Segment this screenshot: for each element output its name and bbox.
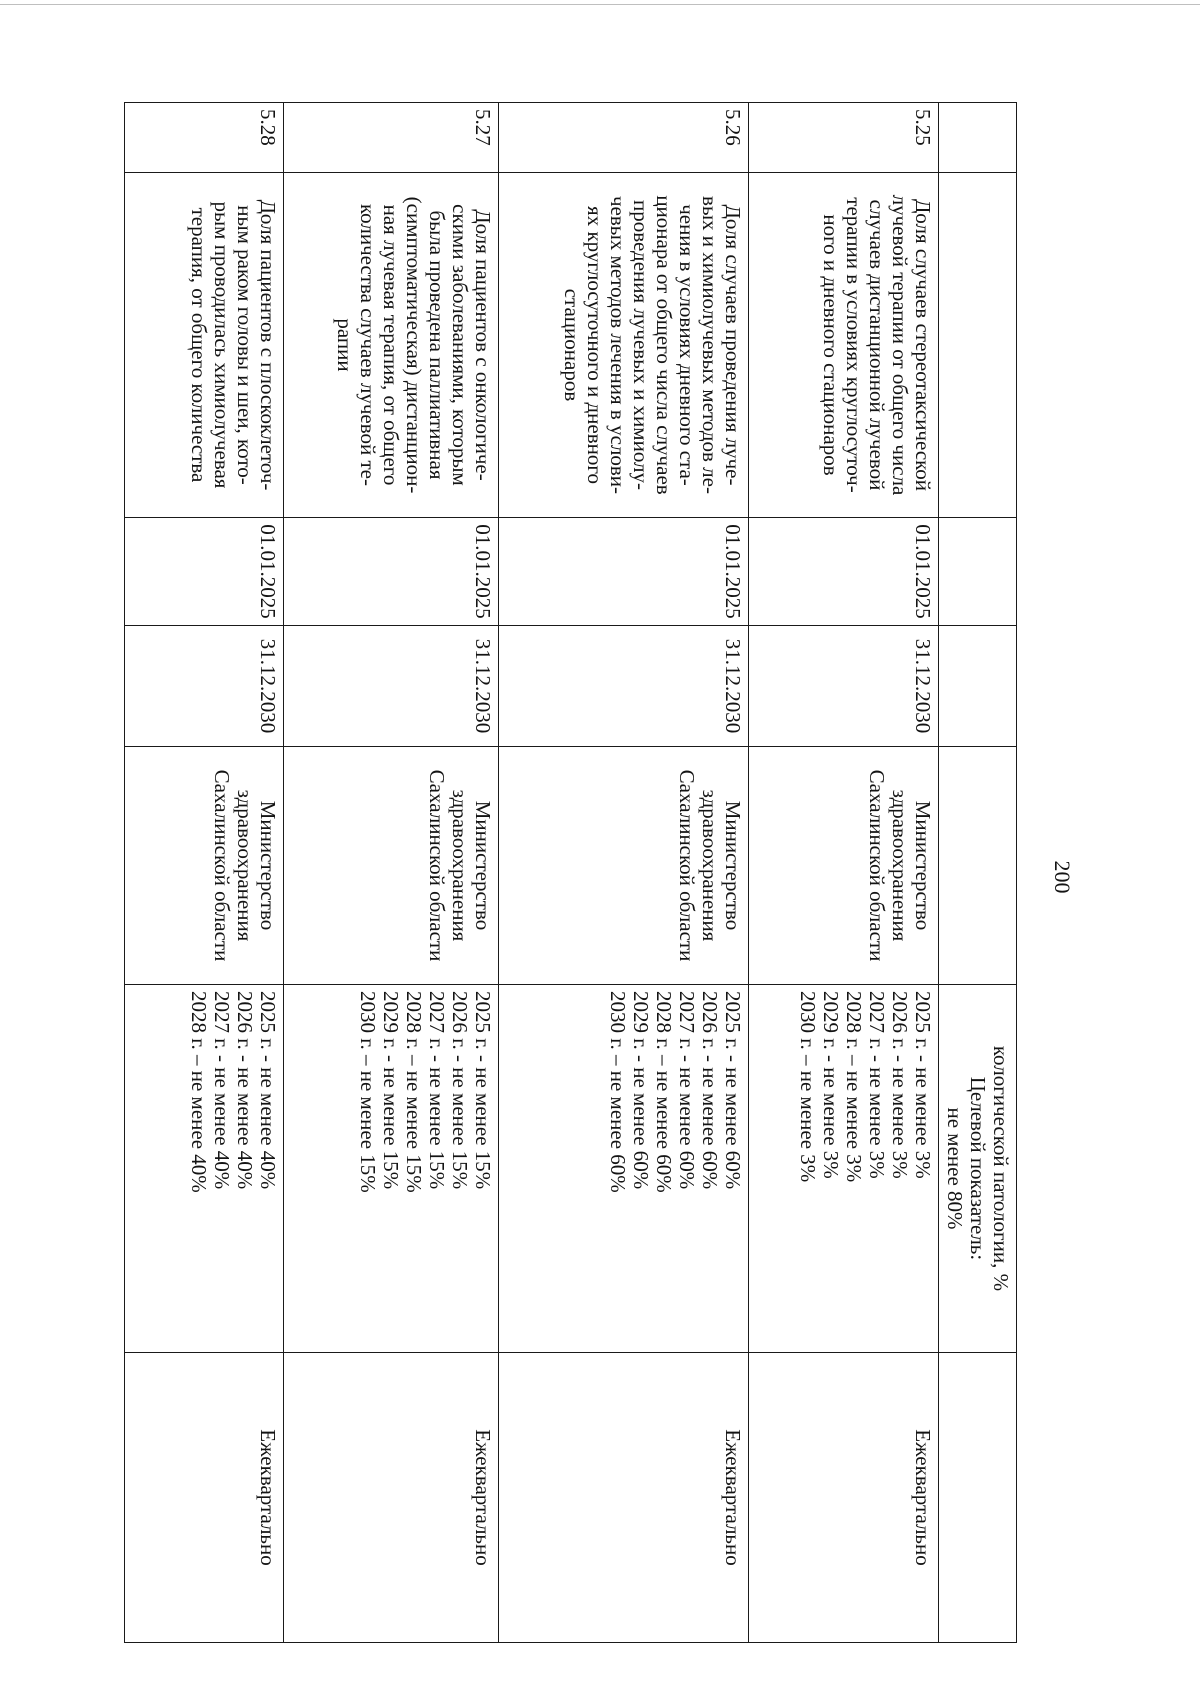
target-line: 2030 г. – не менее 60% bbox=[606, 991, 630, 1193]
responsible-line: Министерство bbox=[911, 800, 935, 931]
name-line: стационаров bbox=[560, 288, 584, 402]
name-line: Доля пациентов с онкологиче- bbox=[471, 209, 495, 481]
target-line: 2025 г. - не менее 40% bbox=[256, 991, 280, 1190]
target-line: 2029 г. - не менее 60% bbox=[629, 991, 653, 1190]
reporting-period: Ежеквартально bbox=[125, 1353, 284, 1643]
target-line: 2028 г. – не менее 15% bbox=[402, 991, 426, 1193]
target-line: 2028 г. – не менее 3% bbox=[842, 991, 866, 1183]
indicator-name bbox=[499, 173, 749, 518]
indicator-table bbox=[124, 102, 1017, 1643]
reporting-period: Ежеквартально bbox=[284, 1353, 499, 1643]
table-row-continuation bbox=[939, 103, 1017, 1643]
target-line: 2030 г. – не менее 15% bbox=[356, 991, 380, 1193]
cell-num bbox=[939, 103, 1017, 173]
name-line: чевых методов лечения в услови- bbox=[606, 195, 630, 495]
responsible bbox=[749, 747, 939, 985]
name-line: Доля случаев проведения луче- bbox=[721, 204, 745, 486]
target-line: 2026 г. - не менее 15% bbox=[448, 991, 472, 1190]
name-line: ная лучевая терапия, от общего bbox=[379, 204, 403, 486]
name-line: ционара от общего числа случаев bbox=[652, 195, 676, 495]
target-line: 2028 г. – не менее 60% bbox=[652, 991, 676, 1193]
row-number: 5.28 bbox=[125, 103, 284, 173]
start-date: 01.01.2025 bbox=[749, 518, 939, 626]
name-line: рапии bbox=[333, 318, 357, 372]
row-number: 5.26 bbox=[499, 103, 749, 173]
target-line: 2025 г. - не менее 3% bbox=[911, 991, 935, 1179]
start-date: 01.01.2025 bbox=[499, 518, 749, 626]
responsible bbox=[499, 747, 749, 985]
end-date: 31.12.2030 bbox=[749, 626, 939, 747]
name-line: ного и дневного стационаров bbox=[819, 214, 843, 476]
target-line: 2026 г. - не менее 3% bbox=[888, 991, 912, 1179]
responsible-line: Министерство bbox=[256, 800, 280, 931]
end-date: 31.12.2030 bbox=[125, 626, 284, 747]
target-values bbox=[499, 985, 749, 1353]
responsible-line: Сахалинской области bbox=[210, 769, 234, 962]
target-line: 2029 г. - не менее 15% bbox=[379, 991, 403, 1190]
target-values bbox=[125, 985, 284, 1353]
table-row bbox=[499, 103, 749, 1643]
name-line: терапии в условиях круглосуточ- bbox=[842, 197, 866, 493]
responsible bbox=[125, 747, 284, 985]
indicator-name bbox=[749, 173, 939, 518]
name-line: проведения лучевых и химиолу- bbox=[629, 199, 653, 491]
target-line: 2027 г. - не менее 15% bbox=[425, 991, 449, 1190]
name-line: Доля пациентов с плоскоклеточ- bbox=[256, 199, 280, 491]
name-line: вых и химиолучевых методов ле- bbox=[698, 196, 722, 494]
target-values bbox=[284, 985, 499, 1353]
start-date: 01.01.2025 bbox=[125, 518, 284, 626]
table-row bbox=[749, 103, 939, 1643]
end-date: 31.12.2030 bbox=[499, 626, 749, 747]
responsible-line: здравоохранения bbox=[233, 789, 257, 942]
cell-end bbox=[939, 626, 1017, 747]
row-number: 5.27 bbox=[284, 103, 499, 173]
target-line: 2028 г. – не менее 40% bbox=[187, 991, 211, 1193]
page-number: 200 bbox=[1050, 860, 1075, 894]
name-line: терапия, от общего количества bbox=[187, 207, 211, 483]
target-line: Целевой показатель: bbox=[966, 1076, 990, 1261]
responsible-line: здравоохранения bbox=[448, 789, 472, 942]
name-line: была проведена паллиативная bbox=[425, 210, 449, 480]
target-line: 2025 г. - не менее 15% bbox=[471, 991, 495, 1190]
table-row bbox=[284, 103, 499, 1643]
table-row bbox=[125, 103, 284, 1643]
responsible-line: здравоохранения bbox=[888, 789, 912, 942]
responsible-line: Министерство bbox=[471, 800, 495, 931]
name-line: скими заболеваниями, которым bbox=[448, 204, 472, 486]
cell-target-continuation bbox=[939, 985, 1017, 1353]
name-line: ным раком головы и шеи, кото- bbox=[233, 205, 257, 485]
name-line: Доля случаев стереотаксической bbox=[911, 198, 935, 492]
cell-period bbox=[939, 1353, 1017, 1643]
row-number: 5.25 bbox=[749, 103, 939, 173]
cell-name bbox=[939, 173, 1017, 518]
target-values bbox=[749, 985, 939, 1353]
target-line: не менее 80% bbox=[943, 1107, 967, 1230]
target-line: кологической патологии, % bbox=[989, 1045, 1013, 1292]
name-line: лучевой терапии от общего числа bbox=[888, 194, 912, 496]
name-line: (симптоматическая) дистанцион- bbox=[402, 196, 426, 494]
name-line: случаев дистанционной лучевой bbox=[865, 199, 889, 491]
target-line: 2025 г. - не менее 60% bbox=[721, 991, 745, 1190]
start-date: 01.01.2025 bbox=[284, 518, 499, 626]
reporting-period: Ежеквартально bbox=[749, 1353, 939, 1643]
target-line: 2027 г. - не менее 60% bbox=[675, 991, 699, 1190]
target-line: 2030 г. – не менее 3% bbox=[796, 991, 820, 1183]
cell-start bbox=[939, 518, 1017, 626]
target-line: 2026 г. - не менее 40% bbox=[233, 991, 257, 1190]
name-line: чения в условиях дневного ста- bbox=[675, 204, 699, 486]
indicator-name bbox=[284, 173, 499, 518]
responsible bbox=[284, 747, 499, 985]
target-line: 2027 г. - не менее 40% bbox=[210, 991, 234, 1190]
name-line: количества случаев лучевой те- bbox=[356, 204, 380, 486]
scan-edge-line bbox=[0, 4, 1200, 5]
target-line: 2026 г. - не менее 60% bbox=[698, 991, 722, 1190]
responsible-line: здравоохранения bbox=[698, 789, 722, 942]
indicator-name bbox=[125, 173, 284, 518]
responsible-line: Сахалинской области bbox=[865, 769, 889, 962]
rotated-document-page bbox=[137, 102, 1075, 1642]
responsible-line: Министерство bbox=[721, 800, 745, 931]
name-line: ях круглосуточного и дневного bbox=[583, 206, 607, 484]
target-line: 2029 г. - не менее 3% bbox=[819, 991, 843, 1179]
target-line: 2027 г. - не менее 3% bbox=[865, 991, 889, 1179]
responsible-line: Сахалинской области bbox=[675, 769, 699, 962]
name-line: рым проводилась химиолучевая bbox=[210, 201, 234, 489]
reporting-period: Ежеквартально bbox=[499, 1353, 749, 1643]
responsible-line: Сахалинской области bbox=[425, 769, 449, 962]
cell-responsible bbox=[939, 747, 1017, 985]
end-date: 31.12.2030 bbox=[284, 626, 499, 747]
